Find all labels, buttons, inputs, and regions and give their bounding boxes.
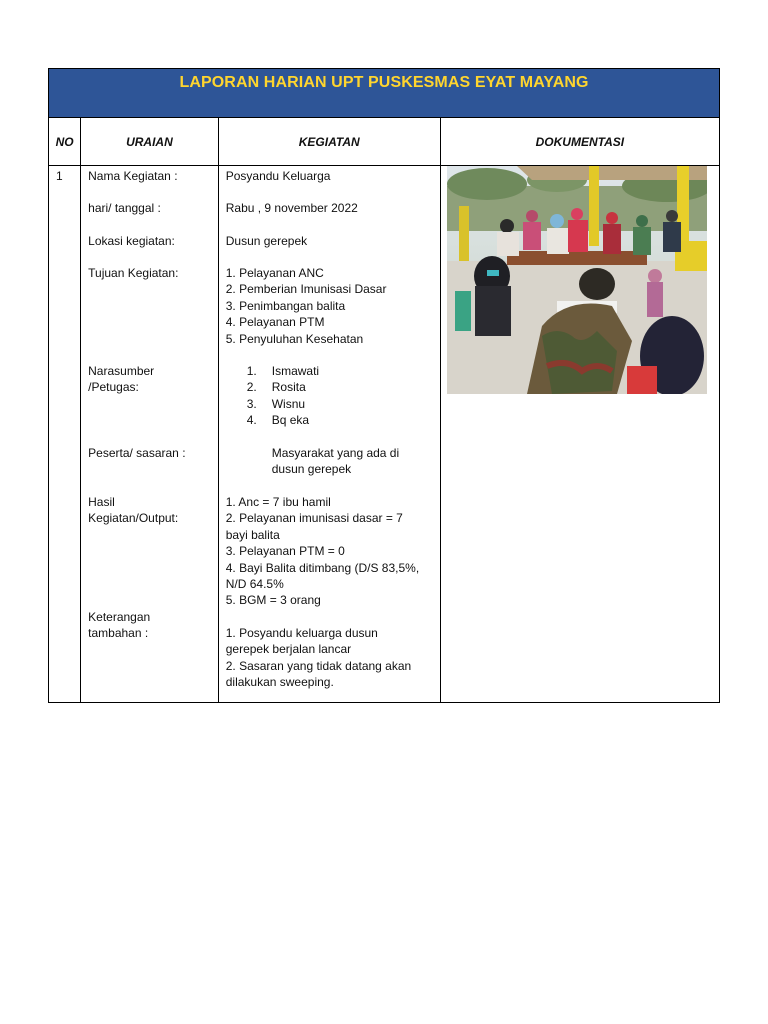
label-lokasi: Lokasi kegiatan: (88, 234, 175, 248)
list-item: 2. Sasaran yang tidak datang akan (225, 658, 412, 673)
header-uraian: URAIAN (81, 118, 219, 166)
list-item: 3. Penimbangan balita (225, 298, 346, 313)
value-lokasi: Dusun gerepek (225, 234, 308, 248)
list-item: 1. Anc = 7 ibu hamil (225, 495, 331, 509)
label-nama-kegiatan: Nama Kegiatan : (88, 169, 178, 183)
list-item: 4. Bq eka (246, 413, 310, 428)
header-kegiatan: KEGIATAN (218, 118, 440, 166)
value-tanggal: Rabu , 9 november 2022 (225, 201, 358, 215)
header-dokumentasi: DOKUMENTASI (440, 118, 719, 166)
list-item: 4. Bayi Balita ditimbang (D/S 83,5%, (225, 560, 420, 575)
list-item: 2. Pelayanan imunisasi dasar = 7 (225, 511, 403, 526)
label-hasil-line1: Hasil (88, 495, 115, 509)
table-row (49, 166, 720, 703)
label-hasil (88, 494, 214, 527)
report-table (48, 68, 720, 703)
list-item: bayi balita (225, 527, 280, 542)
value-nama-kegiatan: Posyandu Keluarga (225, 169, 331, 183)
row-number: 1 (56, 169, 63, 183)
label-tujuan: Tujuan Kegiatan: (88, 266, 179, 280)
header-no: NO (49, 118, 81, 166)
label-hasil-line2: Kegiatan/Output: (88, 511, 179, 526)
list-item: 3. Pelayanan PTM = 0 (225, 544, 345, 559)
list-item: 3. Wisnu (246, 396, 306, 411)
row-number-cell (49, 166, 81, 703)
photo-illustration (447, 166, 707, 394)
label-narasumber-line1: Narasumber (88, 364, 155, 378)
label-peserta: Peserta/ sasaran : (88, 446, 186, 460)
label-hari-tanggal: hari/ tanggal : (88, 201, 161, 215)
value-peserta-line1: Masyarakat yang ada di (271, 446, 400, 460)
report-title-cell (49, 69, 720, 118)
dokumentasi-cell (440, 166, 719, 703)
label-keterangan-line1: Keterangan (88, 610, 151, 624)
list-item: N/D 64.5% (225, 577, 284, 592)
header-row (49, 118, 720, 166)
uraian-cell (81, 166, 219, 703)
label-narasumber-line2: /Petugas: (88, 380, 139, 395)
list-item: 4. Pelayanan PTM (225, 315, 325, 330)
posyandu-activity-photo (447, 166, 707, 394)
value-petugas-list (247, 363, 319, 429)
list-item: 1. Ismawati (246, 364, 320, 378)
value-hasil-list (226, 494, 436, 609)
report-title: LAPORAN HARIAN UPT PUSKESMAS EYAT MAYANG (179, 74, 589, 91)
list-item: 2. Rosita (246, 380, 306, 395)
list-item: 2. Pemberian Imunisasi Dasar (225, 282, 387, 297)
label-keterangan-line2: tambahan : (88, 626, 149, 641)
list-item: dilakukan sweeping. (225, 675, 334, 690)
list-item: 1. Pelayanan ANC (225, 266, 324, 280)
label-keterangan (88, 609, 214, 642)
value-peserta (272, 445, 436, 478)
list-item: gerepek berjalan lancar (225, 642, 352, 657)
list-item: 5. Penyuluhan Kesehatan (225, 331, 364, 346)
value-keterangan-list (226, 625, 436, 691)
value-tujuan-list (226, 265, 436, 347)
label-narasumber (88, 363, 214, 396)
list-item: 1. Posyandu keluarga dusun (225, 626, 378, 640)
kegiatan-cell (218, 166, 440, 703)
value-peserta-line2: dusun gerepek (271, 462, 352, 477)
list-item: 5. BGM = 3 orang (225, 593, 321, 608)
